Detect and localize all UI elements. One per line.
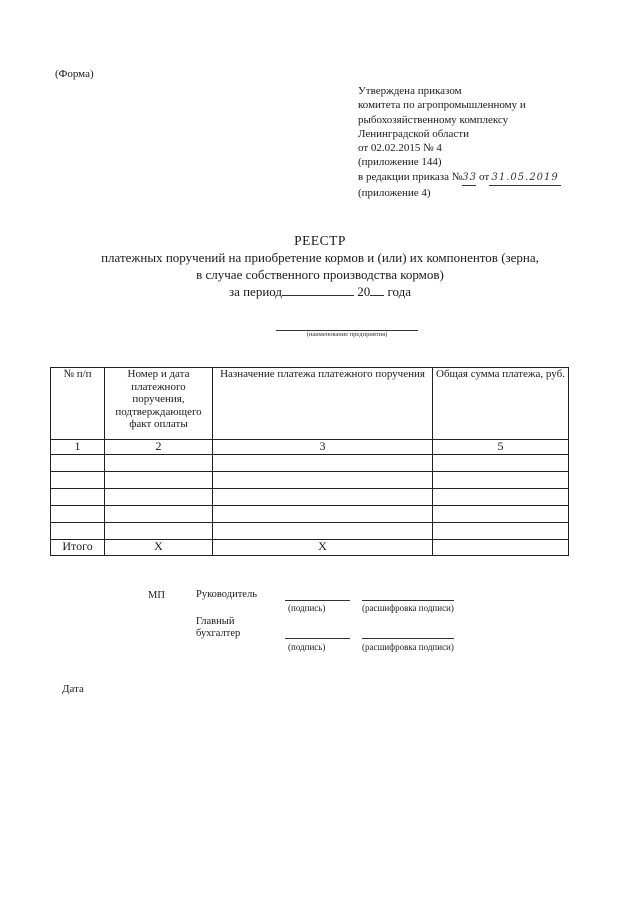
approval-line: Утверждена приказом: [358, 85, 462, 97]
table-cell[interactable]: [51, 489, 105, 506]
form-label: (Форма): [55, 68, 94, 80]
table-row: [51, 506, 569, 523]
table-cell[interactable]: [213, 489, 433, 506]
director-decoding-caption: (расшифровка подписи): [362, 603, 454, 613]
accountant-decoding-line[interactable]: [362, 638, 454, 639]
table-row: [51, 489, 569, 506]
revision-date-handwritten: 31.05.2019: [489, 171, 561, 186]
table-cell[interactable]: [105, 455, 213, 472]
approval-attachment: (приложение 4): [358, 187, 431, 200]
table-cell[interactable]: [51, 455, 105, 472]
header-cell-number: № п/п: [51, 368, 105, 440]
revision-prefix: в редакции приказа №: [358, 170, 463, 183]
date-label: Дата: [62, 683, 84, 695]
total-cell: Х: [105, 540, 213, 556]
total-row: [51, 540, 569, 556]
table-cell[interactable]: [213, 506, 433, 523]
period-blank: [282, 283, 354, 296]
director-label: Руководитель: [196, 589, 257, 600]
total-cell: Х: [213, 540, 433, 556]
title-line-1: платежных поручений на приобретение кормов и (или) их компонентов (зерна,: [101, 250, 539, 265]
column-number: 3: [213, 440, 433, 455]
accountant-decoding-caption: (расшифровка подписи): [362, 642, 454, 652]
table-cell[interactable]: [51, 472, 105, 489]
period-prefix: за период: [228, 284, 283, 299]
document-title: [0, 232, 640, 300]
table-cell[interactable]: [213, 455, 433, 472]
table-cell[interactable]: [105, 489, 213, 506]
chief-accountant-label: [196, 616, 240, 640]
table-header-row: [51, 368, 569, 440]
table-cell[interactable]: [105, 472, 213, 489]
total-label: Итого: [51, 540, 105, 556]
table-cell[interactable]: [433, 455, 569, 472]
table-cell[interactable]: [105, 523, 213, 540]
revision-number-handwritten: 33: [462, 171, 476, 186]
table-cell[interactable]: [51, 523, 105, 540]
revision-from: от: [478, 170, 490, 183]
header-cell-payment-order: Номер и дата платежного поручения, подтверждающего факт оплаты: [105, 368, 213, 440]
column-number-row: [51, 440, 569, 455]
header-cell-total-sum: Общая сумма платежа, руб.: [433, 368, 569, 440]
table-cell[interactable]: [51, 506, 105, 523]
table-cell[interactable]: [433, 489, 569, 506]
table-cell[interactable]: [213, 472, 433, 489]
revision-line: [358, 170, 561, 186]
approval-line: рыбохозяйственному комплексу: [358, 113, 509, 126]
column-number: 2: [105, 440, 213, 455]
director-signature-caption: (подпись): [288, 603, 326, 613]
chief-accountant-line-1: Главный: [196, 616, 235, 627]
table-cell[interactable]: [433, 472, 569, 489]
approval-line: комитета по агропромышленному и: [358, 99, 526, 112]
title-heading: РЕЕСТР: [294, 233, 346, 248]
approval-line: (приложение 144): [358, 156, 442, 169]
total-sum-cell[interactable]: [433, 540, 569, 556]
director-signature-line[interactable]: [285, 600, 350, 601]
period-year-blank: [370, 283, 384, 296]
payment-registry-table: [50, 367, 569, 556]
table-row: [51, 455, 569, 472]
stamp-label: МП: [148, 590, 165, 601]
table-row: [51, 472, 569, 489]
approval-line: Ленинградской области: [358, 127, 469, 140]
column-number: 5: [433, 440, 569, 455]
table-cell[interactable]: [105, 506, 213, 523]
accountant-signature-line[interactable]: [285, 638, 350, 639]
table-cell[interactable]: [433, 523, 569, 540]
column-number: 1: [51, 440, 105, 455]
approval-line: от 02.02.2015 № 4: [358, 142, 442, 155]
organization-caption: (наименование предприятия): [306, 331, 388, 338]
table-row: [51, 523, 569, 540]
period-line: [0, 283, 640, 300]
period-year: 20: [357, 284, 371, 299]
table-cell[interactable]: [433, 506, 569, 523]
chief-accountant-line-2: бухгалтер: [196, 628, 241, 639]
period-suffix: года: [387, 284, 412, 299]
approval-block: [358, 84, 561, 200]
table-cell[interactable]: [213, 523, 433, 540]
director-decoding-line[interactable]: [362, 600, 454, 601]
accountant-signature-caption: (подпись): [288, 642, 326, 652]
header-cell-purpose: Назначение платежа платежного поручения: [213, 368, 433, 440]
title-line-2: в случае собственного производства кормов): [196, 267, 444, 282]
